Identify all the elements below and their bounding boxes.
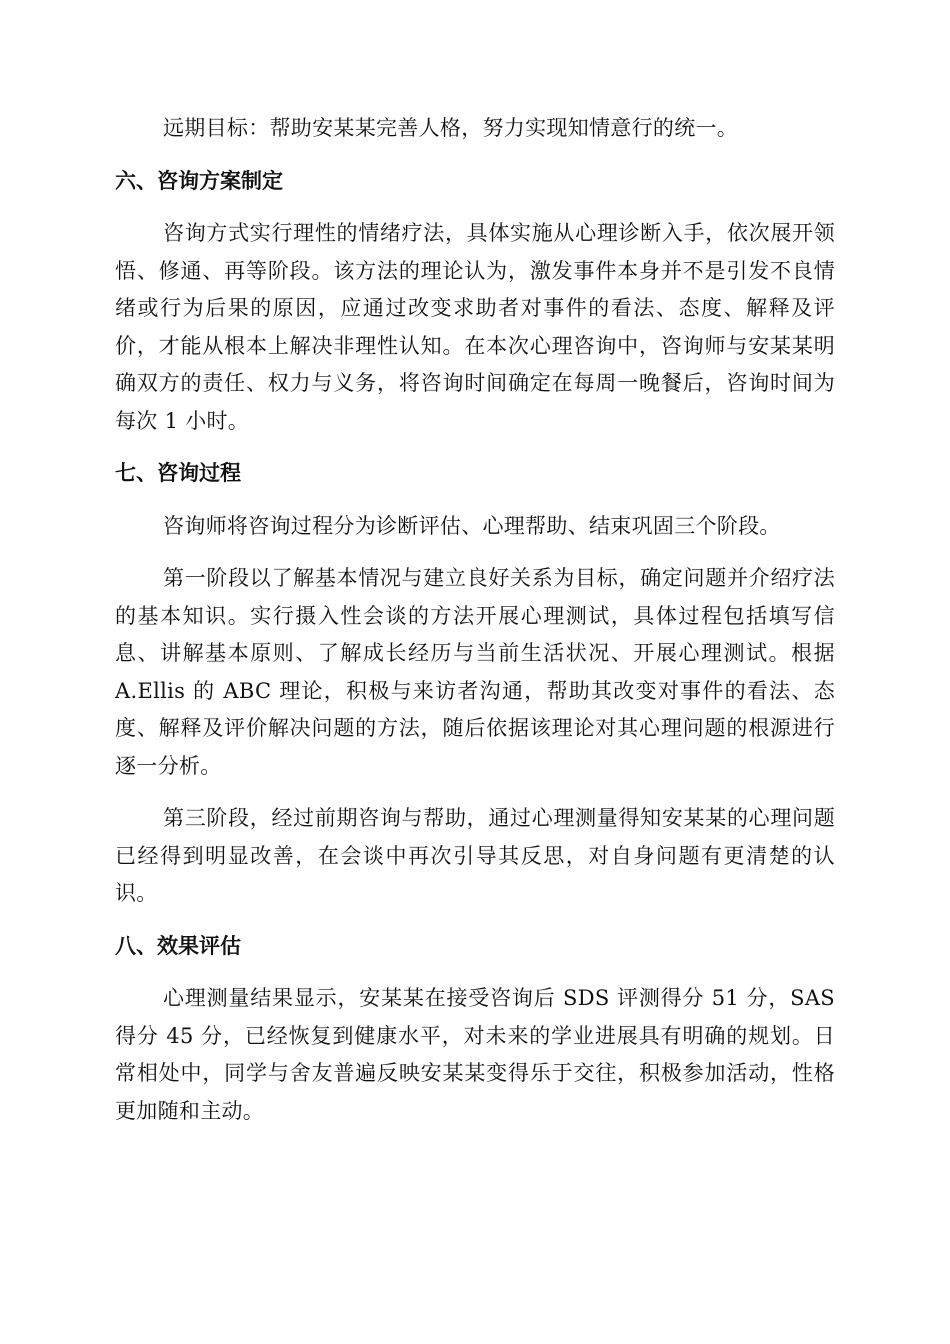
- long-term-goal-paragraph: 远期目标：帮助安某某完善人格，努力实现知情意行的统一。: [163, 116, 739, 140]
- stage-one-paragraph: 第一阶段以了解基本情况与建立良好关系为目标，确定问题并介绍疗法的基本知识。实行摄入性会谈的方法开展心理测试，具体过程包括填写信息、讲解基本原则、了解成长经历与当前生活状况、开展心理测试。根据 A.Ellis 的 ABC 理论，积极与来访者沟通，帮助其改变对事件的看法、态度、解释及评价解决问题的方法，随后依据该理论对其心理问题的根源进行逐一分析。: [115, 566, 835, 778]
- section-heading-consultation-plan: 六、咨询方案制定: [115, 168, 283, 193]
- section-heading-consultation-process: 七、咨询过程: [115, 461, 241, 485]
- consultation-plan-paragraph: 咨询方式实行理性的情绪疗法，具体实施从心理诊断入手，依次展开领悟、修通、再等阶段。该方法的理论认为，激发事件本身并不是引发不良情绪或行为后果的原因，应通过改变求助者对事件的看法、态度、解释及评价，才能从根本上解决非理性认知。在本次心理咨询中，咨询师与安某某明确双方的责任、权力与义务，将咨询时间确定在每周一晚餐后，咨询时间为每次 1 小时。: [115, 221, 835, 433]
- stage-three-paragraph: 第三阶段，经过前期咨询与帮助，通过心理测量得知安某某的心理问题已经得到明显改善，在会谈中再次引导其反思，对自身问题有更清楚的认识。: [115, 806, 835, 905]
- section-heading-effect-evaluation: 八、效果评估: [115, 933, 241, 958]
- process-intro-paragraph: 咨询师将咨询过程分为诊断评估、心理帮助、结束巩固三个阶段。: [163, 513, 781, 538]
- document-page: [115, 110, 835, 1130]
- effect-evaluation-paragraph: 心理测量结果显示，安某某在接受咨询后 SDS 评测得分 51 分，SAS 得分 45 分，已经恢复到健康水平，对未来的学业进展具有明确的规划。日常相处中，同学与舍友普遍反映安某某变得乐于交往，积极参加活动，性格更加随和主动。: [115, 986, 835, 1123]
